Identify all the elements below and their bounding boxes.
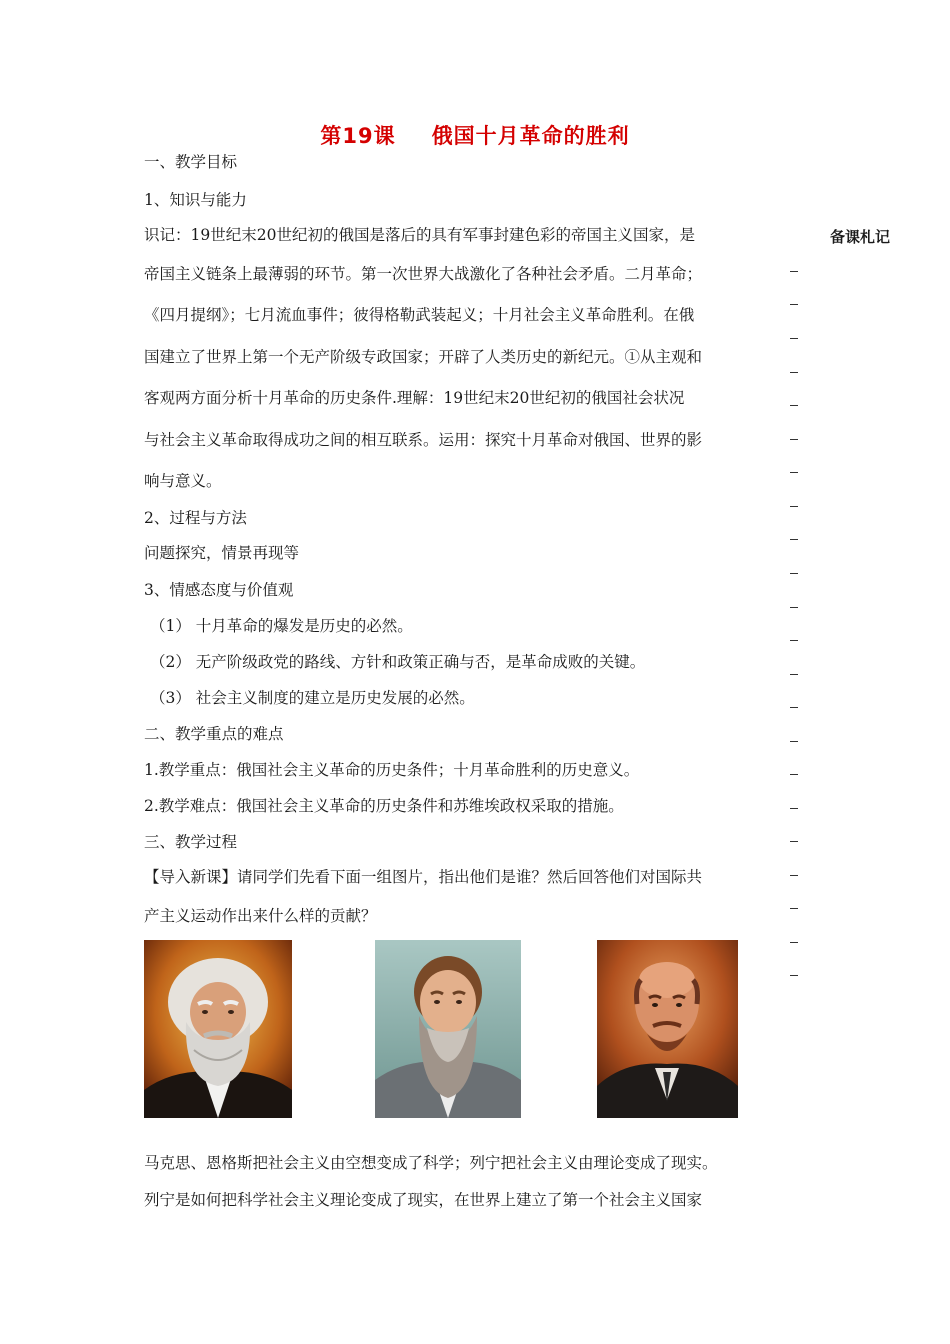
note-line (790, 304, 798, 305)
section-heading-process: 三、教学过程 (144, 833, 238, 851)
lesson-title (0, 120, 950, 150)
note-line (790, 774, 798, 775)
paragraph-line: 识记：19世纪末20世纪初的俄国是落后的具有军事封建色彩的帝国主义国家，是 (144, 226, 695, 244)
note-line (790, 942, 798, 943)
paragraph-line: 帝国主义链条上最薄弱的环节。第一次世界大战激化了各种社会矛盾。二月革命； (144, 265, 703, 283)
subheading-knowledge: 1、知识与能力 (144, 191, 247, 209)
paragraph-line: 响与意义。 (144, 472, 222, 490)
paragraph-line: 马克思、恩格斯把社会主义由空想变成了科学；列宁把社会主义由理论变成了现实。 (144, 1154, 718, 1172)
note-line (790, 908, 798, 909)
side-notes-title: 备课札记 (830, 228, 891, 246)
paragraph-line: 国建立了世界上第一个无产阶级专政国家；开辟了人类历史的新纪元。①从主观和 (144, 348, 703, 366)
portrait-lenin (597, 940, 738, 1118)
note-line (790, 975, 798, 976)
subheading-process: 2、过程与方法 (144, 509, 247, 527)
note-line (790, 372, 798, 373)
list-item: （1） 十月革命的爆发是历史的必然。 (150, 617, 413, 635)
note-line (790, 405, 798, 406)
note-line (790, 573, 798, 574)
paragraph-line: 产主义运动作出来什么样的贡献？ (144, 907, 377, 925)
paragraph-line: 2.教学难点：俄国社会主义革命的历史条件和苏维埃政权采取的措施。 (144, 797, 624, 815)
note-line (790, 506, 798, 507)
paragraph-line: 列宁是如何把科学社会主义理论变成了现实，在世界上建立了第一个社会主义国家 (144, 1191, 703, 1209)
note-line (790, 607, 798, 608)
lesson-number: 第19课 (320, 124, 396, 148)
portrait-engels (375, 940, 521, 1118)
note-line (790, 674, 798, 675)
note-line (790, 707, 798, 708)
paragraph-line: 【导入新课】请同学们先看下面一组图片，指出他们是谁？然后回答他们对国际共 (144, 868, 703, 886)
paragraph-line: 1.教学重点：俄国社会主义革命的历史条件；十月革命胜利的历史意义。 (144, 761, 640, 779)
note-line (790, 875, 798, 876)
note-line (790, 472, 798, 473)
note-line (790, 539, 798, 540)
note-line (790, 808, 798, 809)
note-line (790, 640, 798, 641)
paragraph-line: 与社会主义革命取得成功之间的相互联系。运用：探究十月革命对俄国、世界的影 (144, 431, 703, 449)
portrait-marx (144, 940, 292, 1118)
list-item: （3） 社会主义制度的建立是历史发展的必然。 (150, 689, 475, 707)
section-heading-key-points: 二、教学重点的难点 (144, 725, 284, 743)
note-line (790, 338, 798, 339)
note-line (790, 439, 798, 440)
section-heading-objectives: 一、教学目标 (144, 153, 238, 171)
list-item: （2） 无产阶级政党的路线、方针和政策正确与否，是革命成败的关键。 (150, 653, 646, 671)
paragraph-line: 《四月提纲》；七月流血事件；彼得格勒武装起义；十月社会主义革命胜利。在俄 (144, 306, 695, 324)
note-line (790, 271, 798, 272)
note-line (790, 841, 798, 842)
lesson-name: 俄国十月革命的胜利 (431, 124, 630, 148)
subheading-attitude: 3、情感态度与价值观 (144, 581, 294, 599)
note-line (790, 741, 798, 742)
paragraph-line: 客观两方面分析十月革命的历史条件.理解：19世纪末20世纪初的俄国社会状况 (144, 389, 685, 407)
paragraph-line: 问题探究，情景再现等 (144, 544, 300, 562)
